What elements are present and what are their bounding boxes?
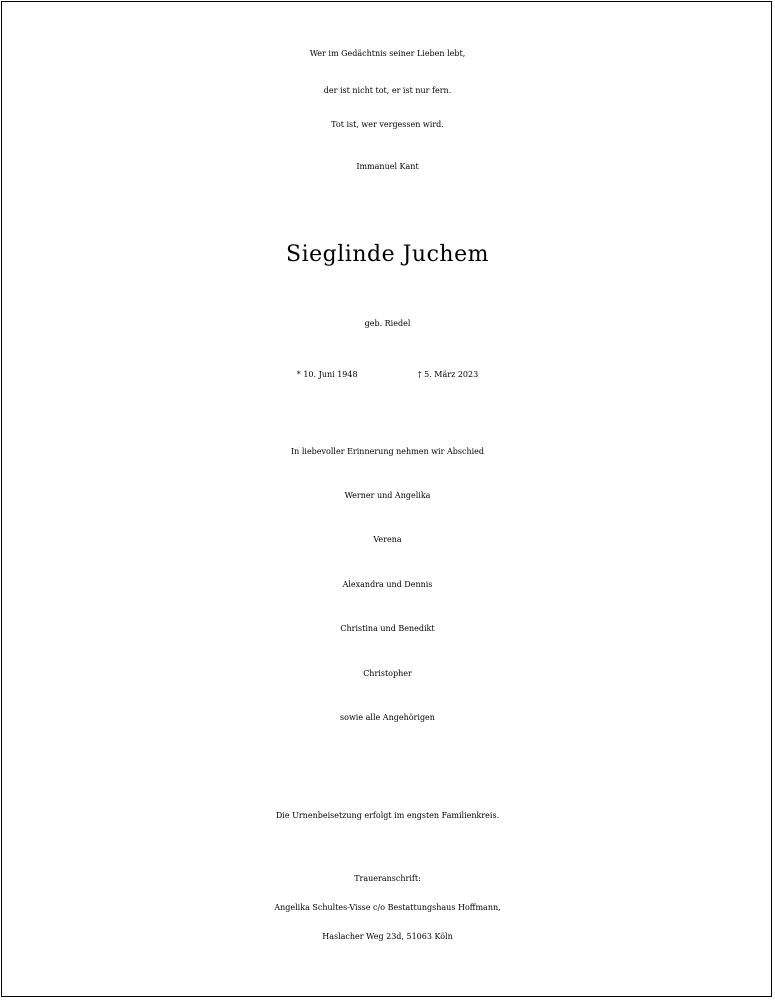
mourner-name: Alexandra und Dennis [342, 580, 433, 589]
death-date: † 5. März 2023 [417, 370, 479, 379]
mourner-name: sowie alle Angehörigen [340, 713, 435, 722]
life-dates [0, 371, 775, 379]
mourner-name: Christina und Benedikt [340, 624, 435, 633]
address-line-2: Haslacher Weg 23d, 51063 Köln [322, 932, 453, 941]
mourner-name: Verena [373, 535, 402, 544]
mourner-name: Werner und Angelika [344, 491, 431, 500]
address-label: Traueranschrift: [354, 874, 421, 883]
deceased-name: Sieglinde Juchem [286, 242, 489, 267]
quote-line-3: Tot ist, wer vergessen wird. [331, 120, 444, 129]
quote-line-1: Wer im Gedächtnis seiner Lieben lebt, [309, 49, 466, 58]
maiden-name: geb. Riedel [364, 319, 411, 328]
burial-notice: Die Urnenbeisetzung erfolgt im engsten Familienkreis. [275, 811, 500, 820]
address-line-1: Angelika Schultes-Visse c/o Bestattungshaus Hoffmann, [274, 903, 501, 912]
farewell-intro: In liebevoller Erinnerung nehmen wir Abschied [290, 447, 485, 456]
quote-line-2: der ist nicht tot, er ist nur fern. [323, 86, 452, 95]
mourner-name: Christopher [363, 669, 412, 678]
quote-author: Immanuel Kant [356, 162, 419, 171]
birth-date: * 10. Juni 1948 [296, 370, 358, 379]
